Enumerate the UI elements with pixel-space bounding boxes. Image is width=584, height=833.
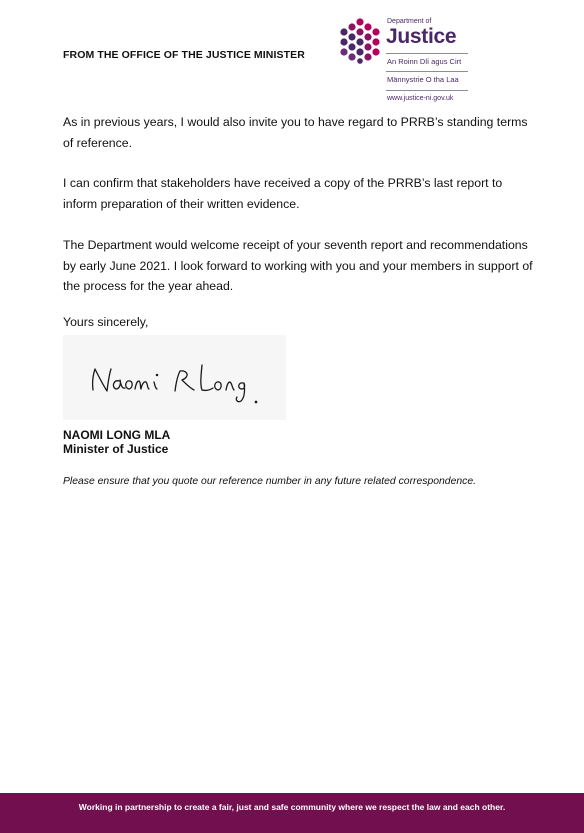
body-paragraph: The Department would welcome receipt of your seventh report and recommendations by early June 2021. I look forward to working with you and your members in support of the process for the year ahead.: [63, 238, 533, 293]
signature-image: [63, 335, 286, 420]
office-heading: FROM THE OFFICE OF THE JUSTICE MINISTER: [63, 49, 305, 61]
logo-divider: [386, 90, 468, 91]
department-logo: [338, 16, 478, 108]
body-paragraph: I can confirm that stakeholders have received a copy of the PRRB’s last report to inform preparation of their written evidence.: [63, 176, 503, 211]
signatory-title: Minister of Justice: [63, 442, 169, 456]
logo-ulster-scots-name: Männystrie O tha Laa: [387, 75, 459, 84]
logo-irish-name: An Roinn Dlí agus Cirt: [387, 57, 462, 66]
logo-divider: [386, 71, 468, 72]
signatory-name: NAOMI LONG MLA: [63, 428, 171, 442]
logo-department-of: Department of: [387, 18, 432, 25]
footer-banner: [0, 793, 584, 833]
logo-divider: [386, 53, 468, 54]
logo-justice-wordmark: Justice: [386, 25, 457, 48]
handwritten-signature: [63, 335, 286, 420]
footer-tagline: Working in partnership to create a fair, just and safe community where we respect the law and each other.: [78, 802, 506, 812]
body-paragraph: As in previous years, I would also invite you to have regard to PRRB’s standing terms of reference.: [63, 115, 528, 150]
hexagon-cluster-icon: [338, 18, 382, 64]
logo-website: www.justice-ni.gov.uk: [387, 95, 454, 102]
closing-salutation: Yours sincerely,: [63, 315, 149, 329]
reference-note: Please ensure that you quote our reference number in any future related correspondence.: [63, 476, 476, 487]
